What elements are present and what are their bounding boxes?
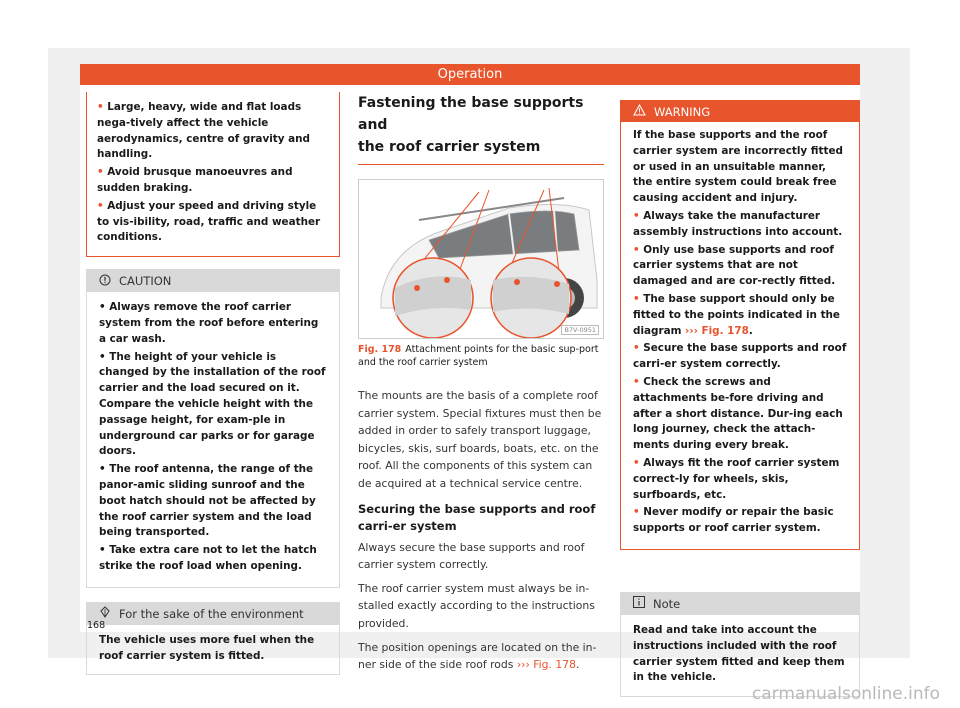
bullet-end: . [748, 324, 753, 337]
column-right [620, 100, 860, 697]
bullet-text: The height of your vehicle is changed by the installation of the roof carrier and the load secured on it. Compare the vehicle height with the passage height, for exam-ple in underground car parks or for garage doors. [99, 350, 326, 458]
paragraph-text: The position openings are located on the in-ner side of the side roof rods [358, 640, 597, 672]
figure-roof-carrier [358, 179, 604, 339]
info-icon [633, 596, 645, 611]
bullet-text: Never modify or repair the basic supports or roof carrier system. [633, 506, 834, 535]
bullet-text: Secure the base supports and roof carri-er system correctly. [633, 342, 847, 371]
list-item [99, 462, 327, 541]
bullet-text: Large, heavy, wide and flat loads nega-tively affect the vehicle aerodynamics, centre of gravity and handling. [97, 101, 310, 161]
caution-title: CAUTION [119, 274, 172, 289]
list-item [97, 199, 329, 246]
list-item [633, 375, 847, 454]
list-item [99, 543, 327, 575]
bullet-text: Adjust your speed and driving style to vis-ibility, road, traffic and weather conditions. [97, 199, 321, 244]
paragraph: The mounts are the basis of a complete roof carrier system. Special fixtures must then be added in order to safely transport luggage, bicycles, skis, surf boards, boats, etc. on the roof. All the components of this system can de acquired at a technical service centre. [358, 389, 602, 490]
bullet-text: Always remove the roof carrier system from the roof before entering a car wash. [99, 301, 319, 345]
environment-title: For the sake of the environment [119, 606, 304, 621]
watermark: carmanualsonline.info [751, 684, 940, 704]
list-item [633, 243, 847, 290]
environment-box [86, 602, 340, 676]
list-item [633, 505, 847, 537]
bullet-icon: • [97, 166, 108, 179]
bullet-icon: • [633, 209, 644, 222]
warning-box [620, 100, 860, 550]
leaf-icon [99, 606, 111, 621]
paragraph: The roof carrier system must always be in-stalled exactly according to the instructions provided. [358, 581, 595, 630]
bullet-text: Check the screws and attachments be-fore driving and after a short distance. Dur-ing each long journey, check the attach-ments during every break. [633, 375, 843, 452]
bullet-text: The roof antenna, the range of the panor-amic sliding sunroof and the boot hatch should not be affected by the roof carrier system and the load being transported. [99, 463, 316, 539]
info-circle-icon [99, 274, 111, 289]
environment-header [87, 603, 339, 625]
bullet-icon: • [97, 199, 108, 212]
warning-header [621, 101, 859, 122]
load-tips-box [86, 92, 340, 257]
list-item [97, 165, 329, 197]
column-left [86, 92, 340, 675]
warning-triangle-icon [633, 104, 646, 119]
paragraph [358, 639, 604, 674]
list-item [633, 209, 847, 241]
list-item [633, 341, 847, 373]
bullet-icon: • [99, 463, 110, 476]
warning-title: WARNING [654, 104, 711, 119]
bullet-icon: • [633, 342, 644, 355]
bullet-icon: • [633, 506, 644, 519]
list-item [97, 100, 329, 163]
column-middle [358, 92, 604, 674]
figure-caption-text: Attachment points for the basic sup-port and the roof carrier system [358, 344, 599, 368]
caution-list [87, 292, 339, 587]
bullet-icon: • [99, 301, 110, 314]
note-box [620, 592, 860, 697]
list-item [99, 300, 327, 347]
note-text: Read and take into account the instructions included with the roof carrier system fitted and keep them in the vehicle. [633, 623, 845, 684]
bullet-icon: • [633, 375, 644, 388]
subheading: Securing the base supports and roof carri-er system [358, 501, 596, 533]
bullet-icon: • [633, 243, 644, 256]
bullet-icon: • [99, 350, 110, 363]
section-title-line: Fastening the base supports and [358, 95, 584, 133]
caution-box [86, 269, 340, 588]
bullet-icon: • [97, 101, 108, 113]
bullet-icon: • [99, 544, 110, 557]
figure-link[interactable]: ››› Fig. 178 [685, 324, 749, 337]
figure-caption [358, 343, 604, 369]
section-title [358, 92, 604, 165]
note-title: Note [653, 596, 681, 611]
warning-intro: If the base supports and the roof carrier system are incorrectly fitted or used in an unsuitable manner, the entire system could break free causing accident and injury. [633, 129, 843, 205]
figure-number: Fig. 178 [358, 344, 402, 355]
car-illustration [359, 180, 604, 339]
environment-text: The vehicle uses more fuel when the roof carrier system is fitted. [99, 633, 315, 662]
bullet-text: Avoid brusque manoeuvres and sudden braking. [97, 166, 293, 194]
bullet-icon: • [633, 292, 644, 305]
section-title-line: the roof carrier system [358, 139, 541, 155]
list-item [99, 350, 327, 461]
bullet-text: Only use base supports and roof carrier systems that are not damaged and are cor-rectly fitted. [633, 243, 836, 288]
warning-content [621, 122, 859, 549]
figure-code: B7V-0951 [561, 325, 599, 335]
bullet-text: Take extra care not to let the hatch strike the roof load when opening. [99, 544, 317, 572]
bullet-text: Always take the manufacturer assembly instructions into account. [633, 209, 843, 238]
paragraph: Always secure the base supports and roof carrier system correctly. [358, 540, 585, 572]
load-tips-list [97, 100, 329, 246]
section-header: Operation [80, 64, 860, 85]
bullet-text: Always fit the roof carrier system correct-ly for wheels, skis, surfboards, etc. [633, 456, 840, 501]
list-item [633, 456, 847, 503]
figure-link[interactable]: ››› Fig. 178 [516, 658, 576, 672]
note-header [621, 593, 859, 615]
page-number: 168 [87, 620, 106, 631]
caution-header [87, 270, 339, 292]
bullet-text: The base support should only be fitted to the points indicated in the diagram [633, 292, 840, 337]
bullet-icon: • [633, 456, 644, 469]
list-item [633, 292, 847, 339]
paragraph-end: . [575, 658, 580, 672]
